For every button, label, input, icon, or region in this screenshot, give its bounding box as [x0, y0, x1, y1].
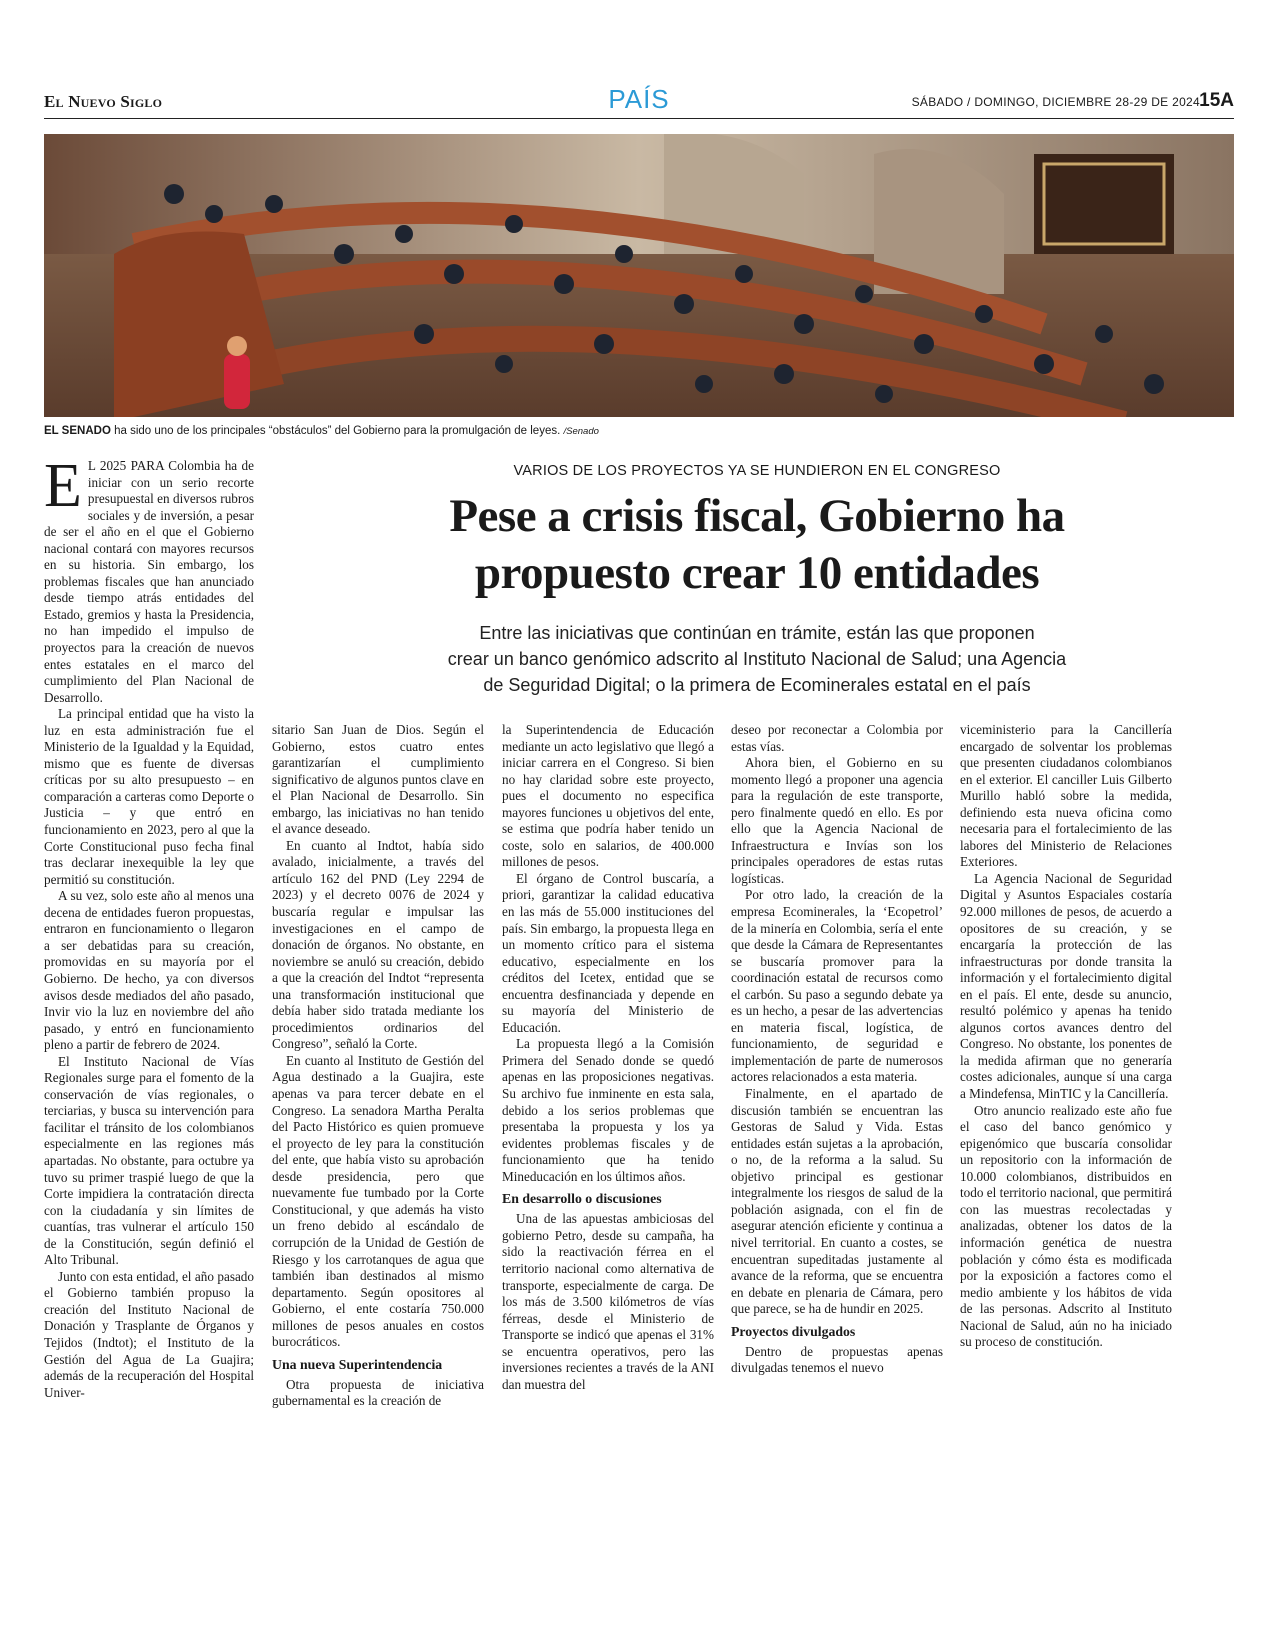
masthead	[44, 84, 1234, 116]
masthead-rule	[44, 118, 1234, 119]
issue-date: SÁBADO / DOMINGO, DICIEMBRE 28-29 DE 2024	[911, 95, 1200, 109]
page-number: 15A	[1199, 90, 1234, 111]
deck-line: de Seguridad Digital; o la primera de Ecominerales estatal en el país	[483, 675, 1031, 695]
subheading: Una nueva Superintendencia	[272, 1356, 443, 1372]
caption-credit: /Senado	[563, 426, 599, 437]
senate-chamber-illustration	[44, 134, 1234, 417]
deck-line: Entre las iniciativas que continúan en trámite, están las que proponen	[479, 623, 1035, 643]
article-headline	[267, 488, 1247, 602]
paragraph: La propuesta llegó a la Comisión Primera del Senado donde se quedó apenas en las proposiciones negativas. Su archivo fue inminente en esta sala, debido a los serios problemas que presentaba la propuesta y los ya evidentes problemas fiscales y de funcionamiento que ha tenido Mineducación en los últimos años.	[502, 1036, 714, 1184]
drop-cap: E	[44, 452, 82, 520]
paragraph: A su vez, solo este año al menos una decena de entidades fueron propuestas, entraron en funcionamiento o llegaron a ser debatidas para su creación, promovidas en su mayoría por el Gobierno. De hecho, ya con diversos avisos desde mediados del año pasado, Invir vio la luz en noviembre del año pasado, y entró en funcionamiento pleno a partir de febrero de 2024.	[44, 888, 254, 1053]
paragraph: Finalmente, en el apartado de discusión también se encuentran las Gestoras de Salud y Vida. Estas entidades están sujetas a la aprobación, o no, de la reforma a la salud. Su objetivo principal es gestionar integralmente los riesgos de salud de la población asignada, con el fin de asegurar atención eficiente y continua a nivel territorial. En cuanto a costes, se encuentran supeditadas justamente al avance de la reforma, que se encuentra en debate en plenaria de Cámara, pero que parece, se ha de hundir en 2025.	[731, 1086, 943, 1317]
article-deck	[267, 620, 1247, 698]
paragraph: Por otro lado, la creación de la empresa Ecominerales, la ‘Ecopetrol’ de la minería en Colombia, sería el ente que desde la Cámara de Representantes se buscaría promover para la coordinación estatal de recursos como el carbón. Su paso a segundo debate ya es un hecho, a pesar de las advertencias en materia fiscal, logística, de funcionamiento, de seguridad e implementación de parte de numerosos actores relacionados a esta materia.	[731, 887, 943, 1085]
paragraph: Una de las apuestas ambiciosas del gobierno Petro, desde su campaña, ha sido la reactivación férrea en el territorio nacional como alternativa de transporte, especialmente de carga. De los más de 3.500 kilómetros de vías férreas, desde el Ministerio de Transporte se indicó que apenas el 31% se encuentra operativos, pero las inversiones recientes a través de la ANI dan muestra del	[502, 1211, 714, 1392]
paragraph: sitario San Juan de Dios. Según el Gobierno, estos cuatro entes garantizarían el cumplimiento significativo de algunos puntos clave en el Plan Nacional de Desarrollo. Sin embargo, las iniciativas no han tenido el avance deseado.	[272, 722, 484, 837]
paragraph: L 2025 PARA Colombia ha de iniciar con un serio recorte presupuestal en diversos rubros sociales y de inversión, a pesar de ser el año en el que el Gobierno nacional contará con mayores recursos en su historia. Sin embargo, los problemas fiscales que han anunciado desde tiempo atrás entidades del Estado, gremios y hasta la Presidencia, no han impedido el impulso de proyectos para la creación de nuevos entes estatales en el marco del cumplimiento del Plan Nacional de Desarrollo.	[44, 458, 254, 705]
paragraph: deseo por reconectar a Colombia por estas vías.	[731, 722, 943, 754]
headline-line: propuesto crear 10 entidades	[474, 547, 1040, 599]
caption-text: ha sido uno de los principales “obstáculos” del Gobierno para la promulgación de leyes.	[110, 425, 564, 437]
newspaper-logo: El Nuevo Siglo	[44, 92, 163, 111]
paragraph: Dentro de propuestas apenas divulgadas tenemos el nuevo	[731, 1343, 943, 1376]
paragraph: En cuanto al Indtot, había sido avalado, inicialmente, a través del artículo 162 del PND (Ley 2294 de 2023) y el decreto 0076 de 2024 y buscaría regular e impulsar las investigaciones en el campo de donación de órganos. No obstante, en noviembre se anuló su creación, debido a que la creación del Indtot “representa una transformación institucional que debía haber sido tratada mediante los procedimientos ordinarios del Congreso”, señaló la Corte.	[272, 837, 484, 1052]
article-column-4	[731, 722, 943, 1377]
paragraph: La principal entidad que ha visto la luz en esta administración fue el Ministerio de la Igualdad y la Equidad, mismo que es fuente de diversas críticas por su alto presupuesto – en comparación a carteras como Deporte o Justicia – y que entró en funcionamiento en 2023, pero al que la Corte Constitucional puso fecha final tras declarar inexequible la ley que permitió su constitución.	[44, 706, 254, 887]
paragraph: Otra propuesta de iniciativa gubernamental es la creación de	[272, 1376, 484, 1409]
paragraph: Junto con esta entidad, el año pasado el Gobierno también propuso la creación del Instituto Nacional de Donación y Trasplante de Órganos y Tejidos (Indtot); el Instituto de la Gestión del Agua de La Guajira; además de la recuperación del Hospital Univer-	[44, 1268, 254, 1400]
paragraph: la Superintendencia de Educación mediante un acto legislativo que llegó a iniciar carrera en el Congreso. Si bien no hay claridad sobre este proyecto, pues el documento no especifica mayores funciones u objetivos del ente, se estima que podría haber tenido un coste, solo en salarios, de 400.000 millones de pesos.	[502, 722, 714, 870]
paragraph: El Instituto Nacional de Vías Regionales surge para el fomento de la conservación de vías regionales, o terciarias, y busca su intervención para facilitar el tránsito de los colombianos especialmente en las regiones más apartadas. No obstante, para octubre ya tuvo su primer traspié luego de que la Corte impidiera la contratación directa con la ciudadanía y sin límites de cuantías, tras vulnerar el artículo 150 de la Constitución, según definió el Alto Tribunal.	[44, 1053, 254, 1268]
article-column-1	[44, 452, 254, 1401]
paragraph: La Agencia Nacional de Seguridad Digital y Asuntos Espaciales costaría 92.000 millones de pesos, de acuerdo a opositores de su creación, y se encargaría la protección de las infraestructuras por donde transita la información y el fortalecimiento digital en el país. El ente, desde su anuncio, resultó polémico y apenas ha tenido algunos cortos avances dentro del Congreso. No obstante, los ponentes de la medida afirman que no generaría costes adicionales, aunque sí una carga a Mindefensa, MinTIC y la Cancillería.	[960, 870, 1172, 1102]
article-column-3	[502, 722, 714, 1393]
senate-chamber-photo	[44, 134, 1234, 417]
headline-line: Pese a crisis fiscal, Gobierno ha	[449, 490, 1065, 542]
paragraph: En cuanto al Instituto de Gestión del Agua destinado a la Guajira, este apenas va para tercer debate en el Congreso. La senadora Martha Peralta del Pacto Histórico es quien promueve el proyecto de ley para la constitución del ente, que había visto su aprobación desde presidencia, pero que nuevamente fue tumbado por la Corte Constitucional, y que además ha visto un freno debido al escándalo de corrupción de la Unidad de Gestión de Riesgo y los carrotanques de agua que también iban destinados al mismo departamento. Según opositores al Gobierno, el ente costaría 750.000 millones de pesos anuales en costos burocráticos.	[272, 1052, 484, 1350]
deck-line: crear un banco genómico adscrito al Instituto Nacional de Salud; una Agencia	[447, 649, 1067, 669]
subheading: Proyectos divulgados	[731, 1323, 856, 1339]
paragraph: viceministerio para la Cancillería encargado de solventar los problemas que presenten ciudadanos colombianos en el exterior. El canciller Luis Gilberto Murillo habló sobre la medida, definiendo esta nueva oficina como necesaria para el fortalecimiento de las labores del Ministerio de Relaciones Exteriores.	[960, 722, 1172, 870]
section-title: PAÍS	[608, 84, 670, 114]
paragraph: El órgano de Control buscaría, a priori, garantizar la calidad educativa en las más de 55.000 instituciones del país. Sin embargo, la propuesta llega en un momento crítico para el sistema educativo, especialmente en los créditos del Icetex, entidad que se encuentra desfinanciada y depende en su mayoría del Ministerio de Educación.	[502, 870, 714, 1035]
article-column-5	[960, 722, 1172, 1351]
subheading: En desarrollo o discusiones	[502, 1191, 662, 1207]
photo-caption	[44, 425, 1234, 437]
article-column-2	[272, 722, 484, 1410]
article-kicker: VARIOS DE LOS PROYECTOS YA SE HUNDIERON EN EL CONGRESO	[513, 463, 1001, 479]
caption-lead: EL SENADO	[44, 425, 111, 437]
paragraph: Otro anuncio realizado este año fue el caso del banco genómico y epigenómico que buscaría consolidar un repositorio con la información de 10.000 colombianos, distribuidos en todo el territorio nacional, que permitirá con las muestras recolectadas y analizadas, obtener los datos de la información genética de nuestra población y cómo ésta es modificada por la exposición a factores como el medio ambiente y los hábitos de vida de las personas. Adscrito al Instituto Nacional de Salud, aún no ha iniciado su proceso de constitución.	[960, 1102, 1172, 1350]
paragraph: Ahora bien, el Gobierno en su momento llegó a proponer una agencia para la regulación de este transporte, pero finalmente quedó en ello. Es por ello que la Agencia Nacional de Infraestructura e Invías son los principales operadores de estas rutas logísticas.	[731, 755, 943, 886]
